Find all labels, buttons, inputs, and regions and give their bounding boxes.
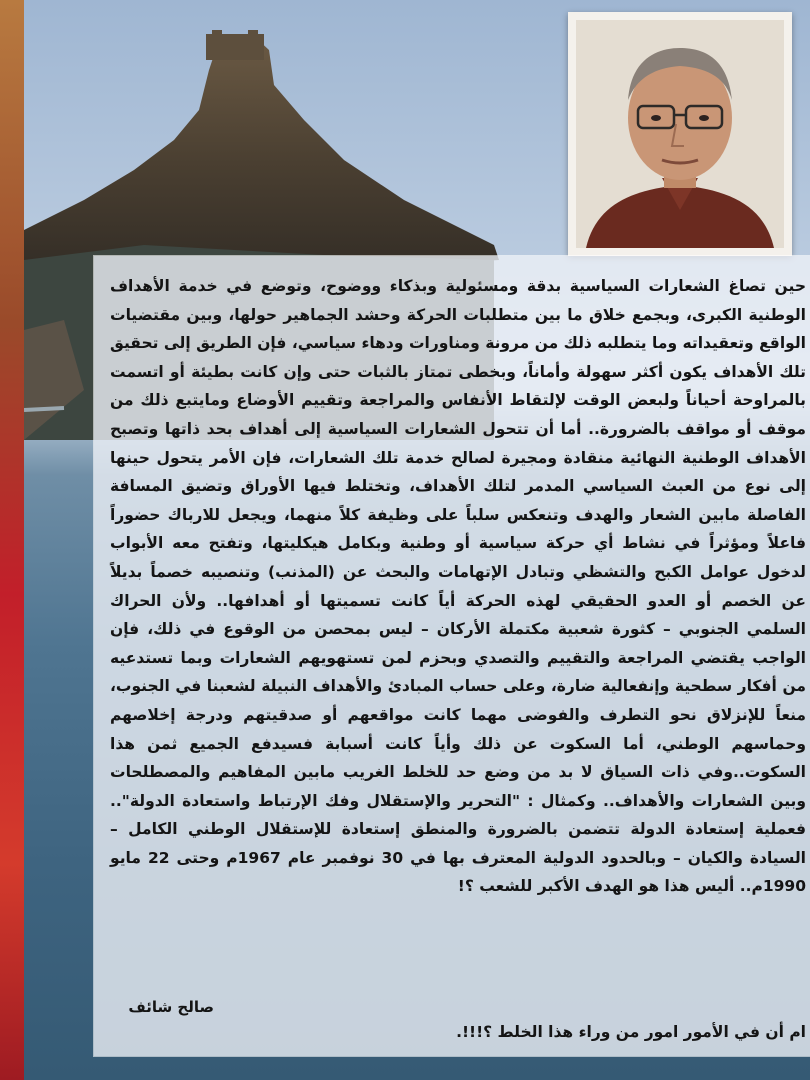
portrait-drawing: [576, 20, 784, 248]
author-signature: صالح شائف: [128, 998, 214, 1016]
article-closing-line: ام أن في الأمور امور من وراء هذا الخلط ؟!!!.: [456, 1023, 806, 1041]
article-body: حين تصاغ الشعارات السياسية بدقة ومسئولية وبذكاء ووضوح، وتوضع في خدمة الأهداف الوطنية الكبرى، وبجمع خلاق ما بين متطلبات الحركة وحشد الجماهير حولها، وبين مقتضيات الواقع وتعقيداته وما يتطلبه ذلك من مرونة ومناورات ودهاء سياسي، فإن الطريق إلى تحقيق تلك الأهداف يكون أكثر سهولة وأماناً، وبخطى تمتاز بالثبات حتى وإن كانت بطيئة أو اتسمت بالمراوحة أحياناً ولبعض الوقت لإلتقاط الأنفاس والمراجعة وتقييم الأوضاع ومايتبع ذلك من موقف أو مواقف بالضرورة.. أما أن تتحول الشعارات السياسية إلى أهداف بحد ذاتها وتصبح الأهداف الوطنية النهائية منقادة ومجيرة لصالح خدمة تلك الشعارات، فإن الأمر يتحول حينها إلى نوع من العبث السياسي المدمر لتلك الأهداف، وتختلط فيها الأوراق وتضيق المسافة الفاصلة مابين الشعار والهدف وتنعكس سلباً على وظيفة كلاً منهما، ويجعل للارباك حضوراً فاعلاً ومؤثراً في نشاط أي حركة سياسية أو وطنية وبكامل هيكليتها، وتفتح معه الأبواب لدخول عوامل الكبح والتشظي وتبادل الإتهامات والبحث عن (المذنب) وتنصيبه خصماً بديلاً عن الخصم أو العدو الحقيقي لهذه الحركة أياً كانت تسميتها أو أهدافها.. ولأن الحراك السلمي الجنوبي – كثورة شعبية مكتملة الأركان – ليس بمحصن من الوقوع في ذلك، فإن الواجب يقتضي المراجعة والتقييم والتصدي وبحزم لمن تستهويهم الشعارات وبما تستدعيه من أفكار سطحية وإنفعالية ضارة، وعلى حساب المبادئ والأهداف النبيلة لشعبنا في الجنوب، منعاً للإنزلاق نحو التطرف والفوضى مهما كانت مواقعهم أو صدقيتهم ودرجة إخلاصهم وحماسهم الوطني، أما السكوت عن ذلك وأياً كانت أسبابة فسيدفع الجميع ثمن هذا السكوت..وفي ذات السياق لا بد من وضع حد للخلط الغريب مابين المفاهيم والمصطلحات وبين الشعارات والأهداف.. وكمثال : "التحرير والإستقلال وفك الإرتباط واستعادة الدولة".. فعملية إستعادة الدولة تتضمن بالضرورة والمنطق إستعادة للإستقلال الوطني الكامل – السيادة والكيان – وبالحدود الدولية المعترف بها في 30 نوفمبر عام 1967م وحتى 22 مايو 1990م.. أليس هذا هو الهدف الأكبر للشعب ؟!: [110, 277, 806, 896]
article-text-panel: [94, 256, 810, 1056]
author-portrait-photo: [576, 20, 784, 248]
author-portrait-frame: [568, 12, 792, 256]
book-back-cover: [24, 0, 810, 1080]
